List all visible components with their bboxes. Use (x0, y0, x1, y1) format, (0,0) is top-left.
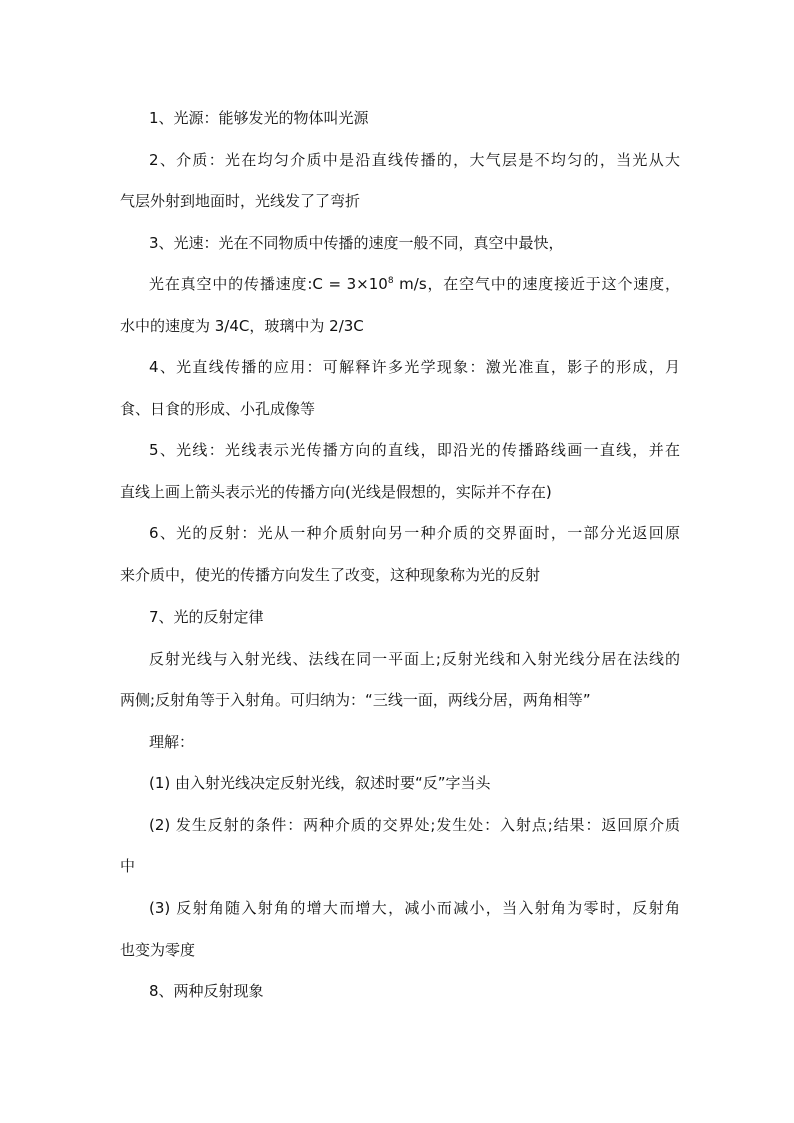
paragraph-rectilinear-line2: 食、日食的形成、小孔成像等 (120, 400, 316, 418)
paragraph-vacuum-speed-line2: 水中的速度为 3/4C，玻璃中为 2/3C (120, 317, 364, 335)
paragraph-medium-line2: 气层外射到地面时，光线发了了弯折 (120, 192, 361, 210)
speed-exponent: 8 (387, 276, 394, 286)
paragraph-two-reflections-heading: 8、两种反射现象 (149, 982, 264, 1000)
speed-text-after: m/s，在空气中的速度接近于这个速度， (393, 275, 680, 293)
paragraph-light-source: 1、光源：能够发光的物体叫光源 (149, 109, 369, 127)
paragraph-reflection-law-heading: 7、光的反射定律 (149, 608, 264, 626)
paragraph-medium-line1: 2、介质：光在均匀介质中是沿直线传播的，大气层是不均匀的，当光从大 (149, 151, 680, 169)
paragraph-reflection-line1: 6、光的反射：光从一种介质射向另一种介质的交界面时，一部分光返回原 (149, 524, 680, 542)
paragraph-rectilinear-line1: 4、光直线传播的应用：可解释许多光学现象：激光准直，影子的形成，月 (149, 358, 680, 376)
paragraph-reflection-line2: 来介质中，使光的传播方向发生了改变，这种现象称为光的反射 (120, 566, 541, 584)
paragraph-understanding-heading: 理解： (149, 733, 195, 751)
paragraph-light-speed: 3、光速：光在不同物质中传播的速度一般不同，真空中最快， (149, 234, 564, 252)
paragraph-light-ray-line2: 直线上画上箭头表示光的传播方向(光线是假想的，实际并不存在) (120, 483, 552, 501)
paragraph-reflection-law-line1: 反射光线与入射光线、法线在同一平面上;反射光线和入射光线分居在法线的 (149, 650, 680, 668)
paragraph-understanding-item2-line2: 中 (120, 857, 136, 875)
paragraph-understanding-item1: (1) 由入射光线决定反射光线，叙述时要“反”字当头 (149, 774, 491, 792)
paragraph-vacuum-speed-line1 (149, 274, 680, 294)
paragraph-understanding-item3-line1: (3) 反射角随入射角的增大而增大，减小而减小，当入射角为零时，反射角 (149, 899, 680, 917)
paragraph-understanding-item3-line2: 也变为零度 (120, 941, 196, 959)
paragraph-light-ray-line1: 5、光线：光线表示光传播方向的直线，即沿光的传播路线画一直线，并在 (149, 441, 680, 459)
paragraph-reflection-law-line2: 两侧;反射角等于入射角。可归纳为：“三线一面，两线分居，两角相等” (120, 691, 591, 709)
speed-text-before: 光在真空中的传播速度:C = 3×10 (149, 275, 388, 293)
paragraph-understanding-item2-line1: (2) 发生反射的条件：两种介质的交界处;发生处：入射点;结果：返回原介质 (149, 816, 680, 834)
